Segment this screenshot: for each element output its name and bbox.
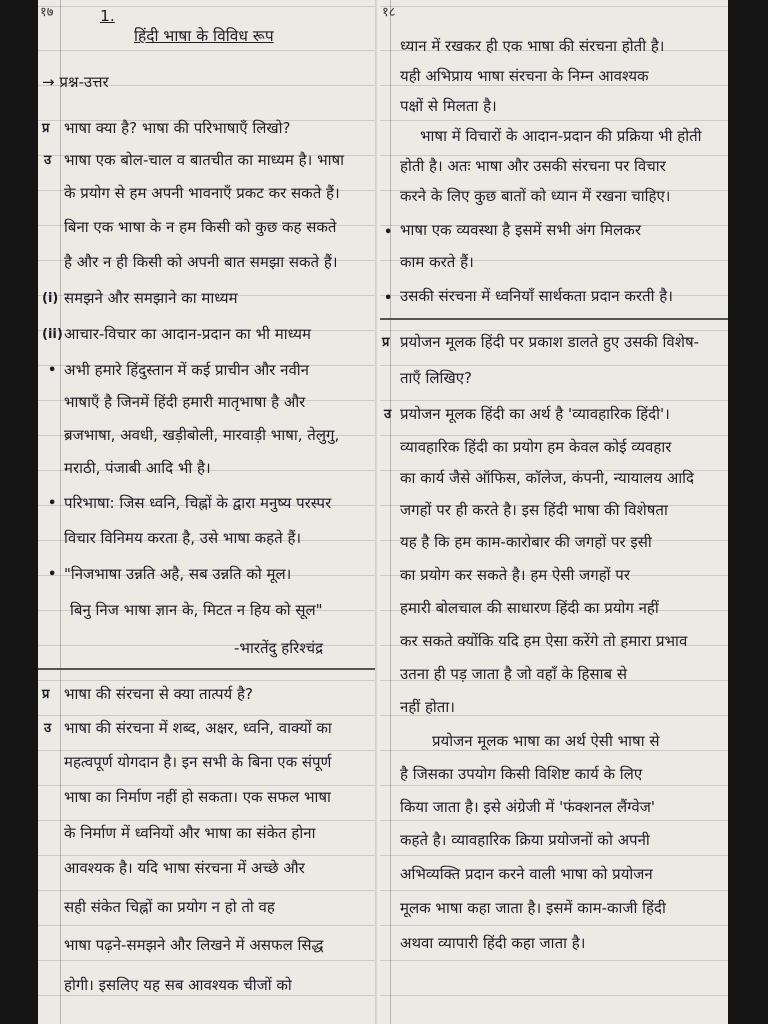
bullet: •	[48, 363, 57, 378]
answer-line: अभी हमारे हिंदुस्तान में कई प्राचीन और नवीन	[64, 361, 309, 379]
quote-line: "निजभाषा उन्नति अहै, सब उन्नति को मूल।	[64, 565, 292, 583]
answer-line: यह है कि हम काम-कारोबार की जगहों पर इसी	[400, 533, 652, 551]
answer-line: हमारी बोलचाल की साधारण हिंदी का प्रयोग नहीं	[400, 599, 659, 617]
list-marker: (ii)	[42, 327, 63, 342]
right-margin-line	[390, 0, 391, 1024]
bullet: •	[48, 567, 57, 582]
question-marker: प्र	[42, 687, 50, 702]
answer-marker: उ	[384, 407, 392, 422]
answer-line: जगहों पर ही करते है। इस हिंदी भाषा की विशेषता	[400, 501, 668, 519]
list-marker: (i)	[42, 291, 59, 306]
title-number: 1.	[100, 7, 115, 25]
answer-line: आवश्यक है। यदि भाषा संरचना में अच्छे और	[64, 859, 305, 877]
answer-line: भाषा एक बोल-चाल व बातचीत का माध्यम है। भाषा	[64, 151, 345, 169]
answer-line: किया जाता है। इसे अंग्रेजी में 'फंक्शनल लैंग्वेज'	[400, 798, 655, 816]
answer-marker: उ	[44, 153, 52, 168]
answer-marker: उ	[44, 721, 52, 736]
question-text: प्रयोजन मूलक हिंदी पर प्रकाश डालते हुए उसकी विशेष-	[400, 333, 700, 351]
question-text: भाषा की संरचना से क्या तात्पर्य है?	[64, 685, 253, 703]
content-line: भाषा में विचारों के आदान-प्रदान की प्रक्रिया भी होती	[420, 127, 702, 145]
section-divider	[380, 318, 728, 320]
question-text: ताएँ लिखिए?	[400, 369, 472, 387]
notebook-spread	[38, 0, 728, 1024]
bullet: •	[48, 496, 57, 511]
answer-line: मराठी, पंजाबी आदि भी है।	[64, 459, 211, 477]
content-line: भाषा एक व्यवस्था है इसमें सभी अंग मिलकर	[400, 221, 641, 239]
content-line: काम करते हैं।	[400, 253, 474, 271]
answer-line: महत्वपूर्ण योगदान है। इन सभी के बिना एक संपूर्ण	[64, 753, 332, 771]
answer-line: होगी। इसलिए यह सब आवश्यक चीजों को	[64, 976, 292, 994]
answer-line: आचार-विचार का आदान-प्रदान का भी माध्यम	[64, 325, 311, 343]
question-text: भाषा क्या है? भाषा की परिभाषाएँ लिखो?	[64, 119, 291, 137]
section-label: → प्रश्न-उत्तर	[42, 73, 109, 91]
answer-line: अथवा व्यापारी हिंदी कहा जाता है।	[400, 934, 586, 952]
answer-line: समझने और समझाने का माध्यम	[64, 289, 238, 307]
question-marker: प्र	[42, 121, 50, 136]
answer-line: भाषाएँ है जिनमें हिंदी हमारी मातृभाषा है और	[64, 393, 306, 411]
answer-line: प्रयोजन मूलक भाषा का अर्थ ऐसी भाषा से	[432, 732, 660, 750]
quote-line: बिनु निज भाषा ज्ञान के, मिटत न हिय को सूल"	[70, 601, 323, 619]
question-marker: प्र	[382, 335, 390, 350]
bullet: •	[384, 291, 393, 306]
answer-line: भाषा पढ़ने-समझने और लिखने में असफल सिद्ध	[64, 936, 324, 954]
answer-line: बिना एक भाषा के न हम किसी को कुछ कह सकते	[64, 218, 337, 236]
right-page	[380, 0, 728, 1024]
answer-line: कहते है। व्यावहारिक क्रिया प्रयोजनों को अपनी	[400, 831, 650, 849]
answer-line: उतना ही पड़ जाता है जो वहाँ के हिसाब से	[400, 665, 628, 683]
answer-line: नहीं होता।	[400, 698, 455, 716]
content-line: पक्षों से मिलता है।	[400, 97, 497, 115]
answer-line: विचार विनिमय करता है, उसे भाषा कहते हैं।	[64, 529, 302, 547]
quote-author: -भारतेंदु हरिश्चंद्र	[234, 639, 324, 657]
answer-line: परिभाषा: जिस ध्वनि, चिह्नों के द्वारा मनुष्य परस्पर	[64, 494, 332, 512]
answer-line: मूलक भाषा कहा जाता है। इसमें काम-काजी हिंदी	[400, 899, 666, 917]
answer-line: है जिसका उपयोग किसी विशिष्ट कार्य के लिए	[400, 765, 643, 783]
answer-line: है और न ही किसी को अपनी बात समझा सकते हैं।	[64, 253, 338, 271]
right-page-mark: १८	[382, 5, 396, 20]
bullet: •	[384, 225, 393, 240]
content-line: उसकी संरचना में ध्वनियाँ सार्थकता प्रदान करती है।	[400, 287, 673, 305]
answer-line: भाषा का निर्माण नहीं हो सकता। एक सफल भाषा	[64, 788, 331, 806]
page-number: १७	[40, 5, 54, 20]
page-title: हिंदी भाषा के विविध रूप	[134, 27, 274, 45]
answer-line: अभिव्यक्ति प्रदान करने वाली भाषा को प्रयोजन	[400, 865, 653, 883]
answer-line: ब्रजभाषा, अवधी, खड़ीबोली, मारवाड़ी भाषा, तेलुगु,	[64, 426, 340, 444]
answer-line: के प्रयोग से हम अपनी भावनाएँ प्रकट कर सकते हैं।	[64, 184, 340, 202]
answer-line: सही संकेत चिह्नों का प्रयोग न हो तो वह	[64, 898, 275, 916]
section-divider	[38, 668, 378, 670]
content-line: यही अभिप्राय भाषा संरचना के निम्न आवश्यक	[400, 67, 649, 85]
answer-line: का कार्य जैसे ऑफिस, कॉलेज, कंपनी, न्यायालय आदि	[400, 469, 694, 487]
answer-line: कर सकते क्योंकि यदि हम ऐसा करेंगे तो हमारा प्रभाव	[400, 632, 688, 650]
answer-line: का प्रयोग कर सकते है। हम ऐसी जगहों पर	[400, 566, 630, 584]
answer-line: व्यावहारिक हिंदी का प्रयोग हम केवल कोई व्यवहार	[400, 438, 672, 456]
answer-line: के निर्माण में ध्वनियों और भाषा का संकेत होना	[64, 824, 316, 842]
content-line: ध्यान में रखकर ही एक भाषा की संरचना होती है।	[400, 37, 665, 55]
content-line: होती है। अतः भाषा और उसकी संरचना पर विचार	[400, 157, 666, 175]
content-line: करने के लिए कुछ बातों को ध्यान में रखना चाहिए।	[400, 187, 671, 205]
answer-line: प्रयोजन मूलक हिंदी का अर्थ है 'व्यावहारिक हिंदी'।	[400, 405, 670, 423]
left-margin-line	[60, 0, 61, 1024]
answer-line: भाषा की संरचना में शब्द, अक्षर, ध्वनि, वाक्यों का	[64, 719, 332, 737]
left-page	[38, 0, 379, 1024]
